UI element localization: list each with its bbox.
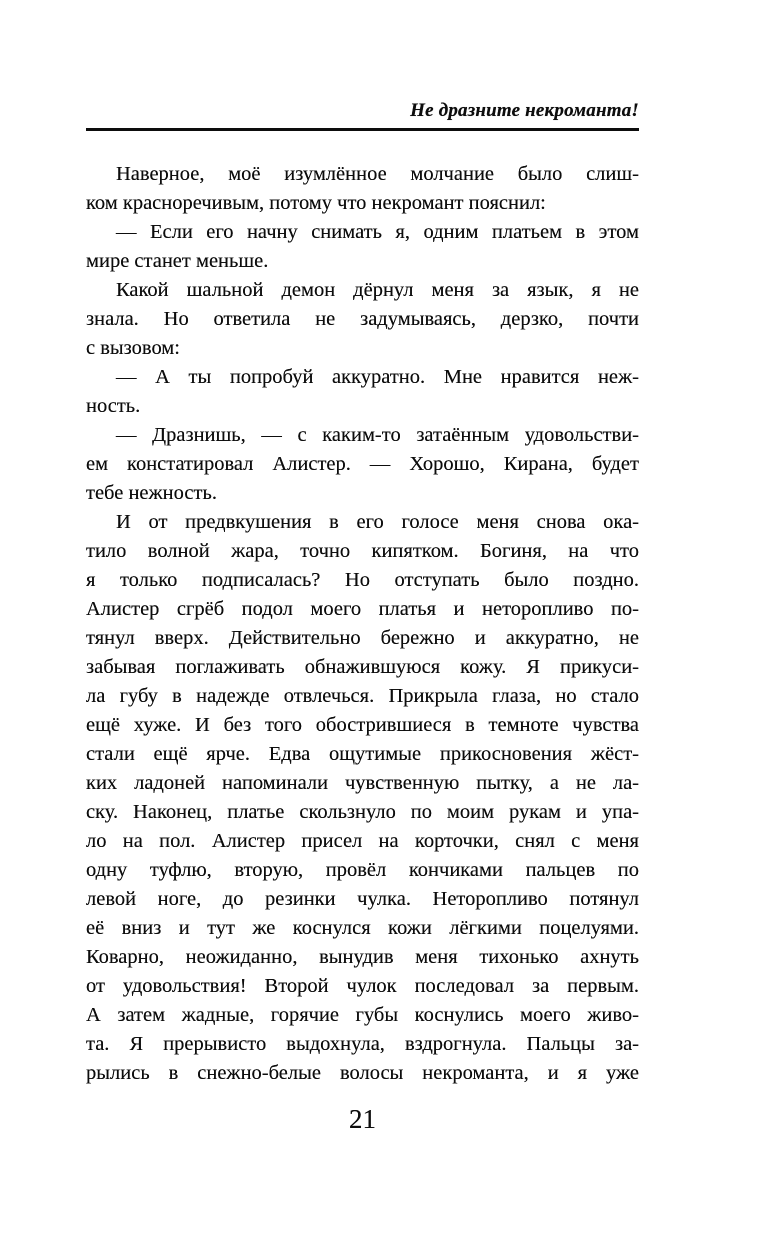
text-line: ем констатировал Алистер. — Хорошо, Кирана, будет (86, 453, 639, 475)
header-rule (86, 128, 639, 131)
text-line: Алистер сгрёб подол моего платья и неторопливо по- (86, 598, 639, 620)
text-line: мире станет меньше. (86, 250, 269, 272)
text-line: — Дразнишь, — с каким-то затаённым удовольстви- (116, 424, 639, 446)
text-line: ком красноречивым, потому что некромант пояснил: (86, 192, 546, 214)
text-line: ких ладоней напоминали чувственную пытку, а не ла- (86, 772, 639, 794)
text-line: я только подписалась? Но отступать было поздно. (86, 569, 639, 591)
text-line: А затем жадные, горячие губы коснулись моего живо- (86, 1004, 639, 1026)
text-line: Какой шальной демон дёрнул меня за язык, я не (116, 279, 639, 301)
text-line: та. Я прерывисто выдохнула, вздрогнула. Пальцы за- (86, 1033, 639, 1055)
text-line: И от предвкушения в его голосе меня снова ока- (116, 511, 639, 533)
text-line: Коварно, неожиданно, вынудив меня тихонько ахнуть (86, 946, 639, 968)
text-line: — А ты попробуй аккуратно. Мне нравится неж- (116, 366, 639, 388)
text-line: рылись в снежно-белые волосы некроманта, и я уже (86, 1062, 639, 1084)
text-line: ла губу в надежде отвлечься. Прикрыла глаза, но стало (86, 685, 639, 707)
text-line: левой ноге, до резинки чулка. Неторопливо потянул (86, 888, 639, 910)
text-line: тянул вверх. Действительно бережно и аккуратно, не (86, 627, 639, 649)
text-line: ещё хуже. И без того обострившиеся в темноте чувства (86, 714, 639, 736)
text-line: стали ещё ярче. Едва ощутимые прикосновения жёст- (86, 743, 639, 765)
running-header-title: Не дразните некроманта! (410, 100, 639, 121)
text-line: от удовольствия! Второй чулок последовал за первым. (86, 975, 639, 997)
text-line: тебе нежность. (86, 482, 217, 504)
text-line: ло на пол. Алистер присел на корточки, снял с меня (86, 830, 639, 852)
text-line: — Если его начну снимать я, одним платьем в этом (116, 221, 639, 243)
text-line: ску. Наконец, платье скользнуло по моим рукам и упа- (86, 801, 639, 823)
text-line: Наверное, моё изумлённое молчание было слиш- (116, 163, 639, 185)
text-line: тило волной жара, точно кипятком. Богиня, на что (86, 540, 639, 562)
page-number: 21 (349, 1104, 376, 1134)
body-text (86, 160, 639, 1088)
text-line: ность. (86, 395, 141, 417)
text-line: её вниз и тут же коснулся кожи лёгкими поцелуями. (86, 917, 639, 939)
text-line: забывая поглаживать обнажившуюся кожу. Я прикуси- (86, 656, 639, 678)
text-line: одну туфлю, вторую, провёл кончиками пальцев по (86, 859, 639, 881)
text-line: знала. Но ответила не задумываясь, дерзко, почти (86, 308, 639, 330)
text-line: с вызовом: (86, 337, 180, 359)
